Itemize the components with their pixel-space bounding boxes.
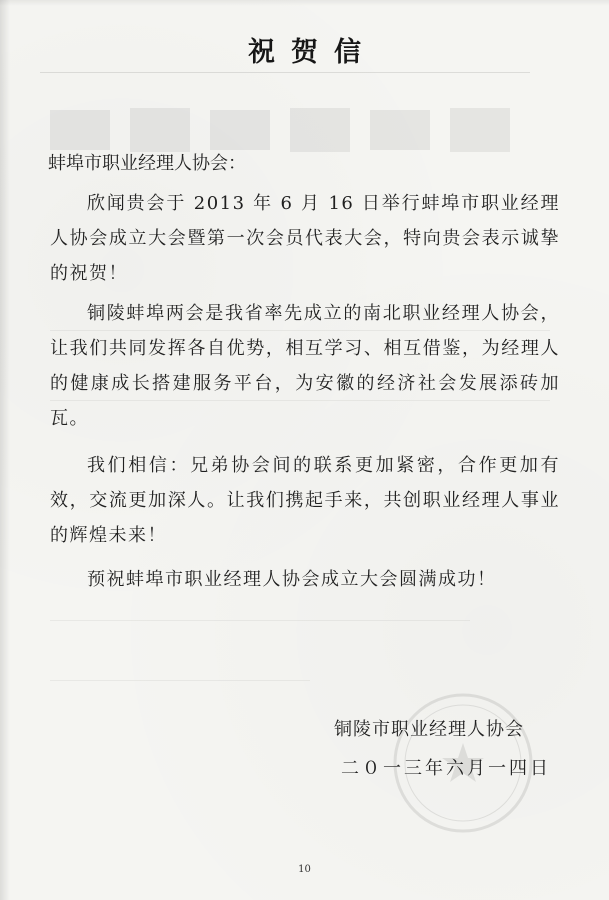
salutation: 蚌埠市职业经理人协会： bbox=[48, 153, 246, 174]
body-paragraph: 预祝蚌埠市职业经理人协会成立大会圆满成功！ bbox=[87, 569, 497, 590]
signature-date: 二０一三年六月一四日 bbox=[341, 758, 551, 779]
show-through-line bbox=[50, 620, 470, 621]
show-through-line bbox=[50, 680, 310, 681]
body-paragraph: 铜陵蚌埠两会是我省率先成立的南北职业经理人协会，让我们共同发挥各自优势，相互学习、相互借鉴，为经理人的健康成长搭建服务平台，为安徽的经济社会发展添砖加瓦。 bbox=[50, 303, 560, 429]
scan-top-shadow bbox=[0, 0, 609, 6]
body-paragraph: 欣闻贵会于 2013 年 6 月 16 日举行蚌埠市职业经理人协会成立大会暨第一次会员代表大会，特向贵会表示诚挚的祝贺！ bbox=[50, 193, 560, 284]
letter-title: 祝贺信 bbox=[248, 37, 377, 68]
show-through-rule bbox=[40, 72, 530, 73]
signature-organization: 铜陵市职业经理人协会 bbox=[334, 719, 524, 740]
scan-edge-shadow bbox=[0, 0, 10, 900]
body-paragraph: 我们相信：兄弟协会间的联系更加紧密，合作更加有效，交流更加深人。让我们携起手来，共创职业经理人事业的辉煌未来！ bbox=[50, 455, 560, 546]
page-number: 10 bbox=[298, 864, 311, 875]
